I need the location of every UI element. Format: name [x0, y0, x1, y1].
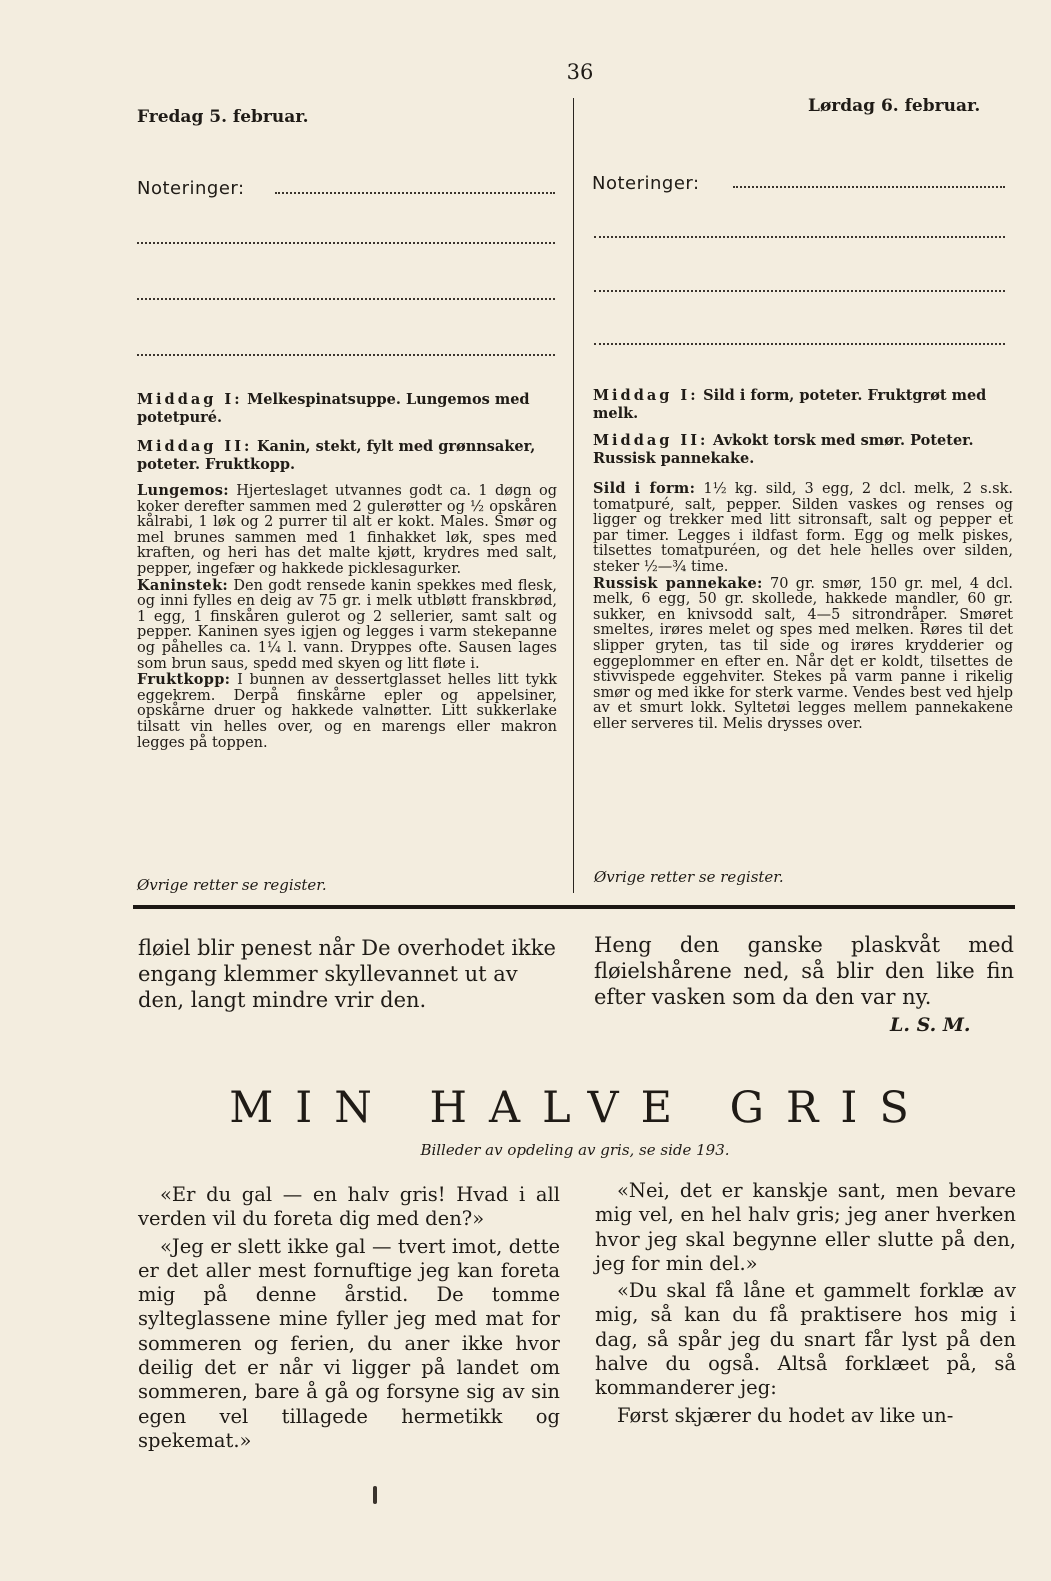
left-dinner-1-label: Middag I:	[137, 391, 243, 408]
article-right-column	[595, 1179, 1016, 1431]
right-notes-line-4	[594, 343, 1005, 345]
left-dinner-1	[137, 391, 555, 427]
left-other-dishes: Øvrige retter se register.	[137, 876, 327, 894]
article-title: MIN HALVE GRIS	[229, 1083, 931, 1133]
right-dinner-2-label: Middag II:	[593, 432, 709, 449]
right-day-title: Lørdag 6. februar.	[808, 96, 981, 116]
recipe-fruktkopp: Fruktkopp: I bunnen av dessertglasset helles litt tykk eggekrem. Derpå finskårne epler og appelsiner, opskårne druer og hakkede valnøtter. Litt sukkerlake tilsatt vin helles over, og en marengs eller makron legges på toppen.	[137, 671, 557, 751]
recipe-lungemos: Lungemos: Hjerteslaget utvannes godt ca. 1 døgn og koker derefter sammen med 2 gulerøtter og ½ opskåren kålrabi, 1 løk og 2 purrer til alt er kokt. Males. Smør og mel brunes sammen med 1 finhakket løk, spes med kraften, og heri has det malte kjøtt, krydres med salt, pepper, ingefær og hakkede picklesagurker.	[137, 482, 557, 577]
right-notes-line-1	[733, 186, 1005, 188]
right-dinner-2	[593, 432, 1013, 468]
left-notes-label: Noteringer:	[137, 178, 245, 199]
left-dinner-1-text: Melkespinatsuppe. Lungemos med potetpuré.	[137, 391, 530, 426]
article-right-paragraph: Først skjærer du hodet av like un-	[617, 1403, 954, 1427]
article-subtitle: Billeder av opdeling av gris, se side 193.	[420, 1141, 730, 1159]
article-left-paragraph: «Er du gal — en halv gris! Hvad i all verden vil du foreta dig med den?»	[138, 1183, 560, 1231]
left-notes-line-2	[137, 242, 555, 244]
article-left-column	[138, 1183, 560, 1456]
page-number: 36	[566, 60, 594, 84]
tip-left-text: fløiel blir penest når De overhodet ikke engang klemmer skyllevannet ut av den, langt mindre vrir den.	[138, 936, 556, 1012]
tip-right-text: Heng den ganske plaskvåt med fløielshårene ned, så blir den like fin efter vasken som da den var ny.	[594, 933, 1014, 1009]
article-right-paragraph: «Du skal få låne et gammelt forklæ av mig, så kan du få praktisere hos mig i dag, så spår jeg du snart får lyst på den halve du også. Altså forklæet på, så kommanderer jeg:	[595, 1279, 1016, 1400]
paper-mark	[373, 1486, 377, 1504]
left-notes-line-1	[275, 192, 555, 194]
right-dinner-1-text: Sild i form, poteter. Fruktgrøt med melk.	[593, 387, 987, 422]
article-right-paragraph: «Nei, det er kanskje sant, men bevare mig vel, en hel halv gris; jeg aner hverken hvor jeg skal begynne eller slutte på den, jeg for min del.»	[595, 1179, 1016, 1275]
left-dinner-2-text: Kanin, stekt, fylt med grønnsaker, poteter. Fruktkopp.	[137, 438, 536, 473]
right-dinner-1-label: Middag I:	[593, 387, 699, 404]
left-recipes	[137, 483, 557, 751]
right-other-dishes: Øvrige retter se register.	[594, 868, 784, 886]
recipe-kaninstek: Kaninstek: Den godt rensede kanin spekkes med flesk, og inni fylles en deig av 75 gr. i melk utbløtt franskbrød, 1 egg, 1 finskåren gulerot og 2 sellerier, samt salt og pepper. Kaninen syes igjen og legges i varm stekepanne og påhelles ca. 1¼ l. vann. Dryppes ofte. Sausen lages som brun saus, spedd med skyen og litt fløte i.	[137, 576, 557, 672]
right-dinner-2-text: Avkokt torsk med smør. Poteter. Russisk pannekake.	[593, 432, 974, 467]
left-dinner-2-label: Middag II:	[137, 438, 253, 455]
recipe-sild-i-form: Sild i form: 1½ kg. sild, 3 egg, 2 dcl. melk, 2 s.sk. tomatpuré, salt, pepper. Silden vaskes og renses og ligger og trekker med litt sitronsaft, salt og pepper et par timer. Legges i ildfast form. Egg og melk piskes, tilsettes tomatpuréen, og det hele helles over silden, steker ½—¾ time.	[593, 480, 1013, 575]
left-notes-line-4	[137, 354, 555, 356]
right-recipes	[593, 481, 1013, 733]
column-divider	[573, 98, 574, 893]
recipe-russisk-pannekake: Russisk pannekake: 70 gr. smør, 150 gr. mel, 4 dcl. melk, 6 egg, 50 gr. skollede, hakkede mandler, 60 gr. sukker, en knivsodd salt, 4—5 sitrondråper. Smøret smeltes, irøres melet og spes med melken. Røres til det slipper gryten, tas til side og irøres krydderier og eggeplommer en efter en. Når det er koldt, tilsettes de stivvispede eggehviter. Stekes på varm panne i rikelig smør og med ikke for sterk varme. Vendes best ved hjelp av et smurt lokk. Syltetøi legges mellem pannekakene eller serveres til. Melis drysses over.	[593, 574, 1014, 732]
right-notes-line-2	[594, 236, 1005, 238]
right-notes-label: Noteringer:	[592, 173, 700, 194]
right-dinner-1	[593, 387, 1013, 423]
tip-signature: L. S. M.	[890, 1014, 971, 1036]
right-notes-line-3	[594, 290, 1005, 292]
left-day-title: Fredag 5. februar.	[137, 107, 309, 127]
left-notes-line-3	[137, 298, 555, 300]
article-left-paragraph: «Jeg er slett ikke gal — tvert imot, dette er det aller mest fornuftige jeg kan foreta mig på denne årstid. De tomme sylteglassene mine fyller jeg med mat for sommeren og ferien, du aner ikke hvor deilig det er når vi ligger på landet om sommeren, bare å gå og forsyne sig av sin egen vel tillagede hermetikk og spekemat.»	[138, 1234, 560, 1452]
section-rule	[133, 905, 1015, 909]
left-dinner-2	[137, 438, 555, 474]
